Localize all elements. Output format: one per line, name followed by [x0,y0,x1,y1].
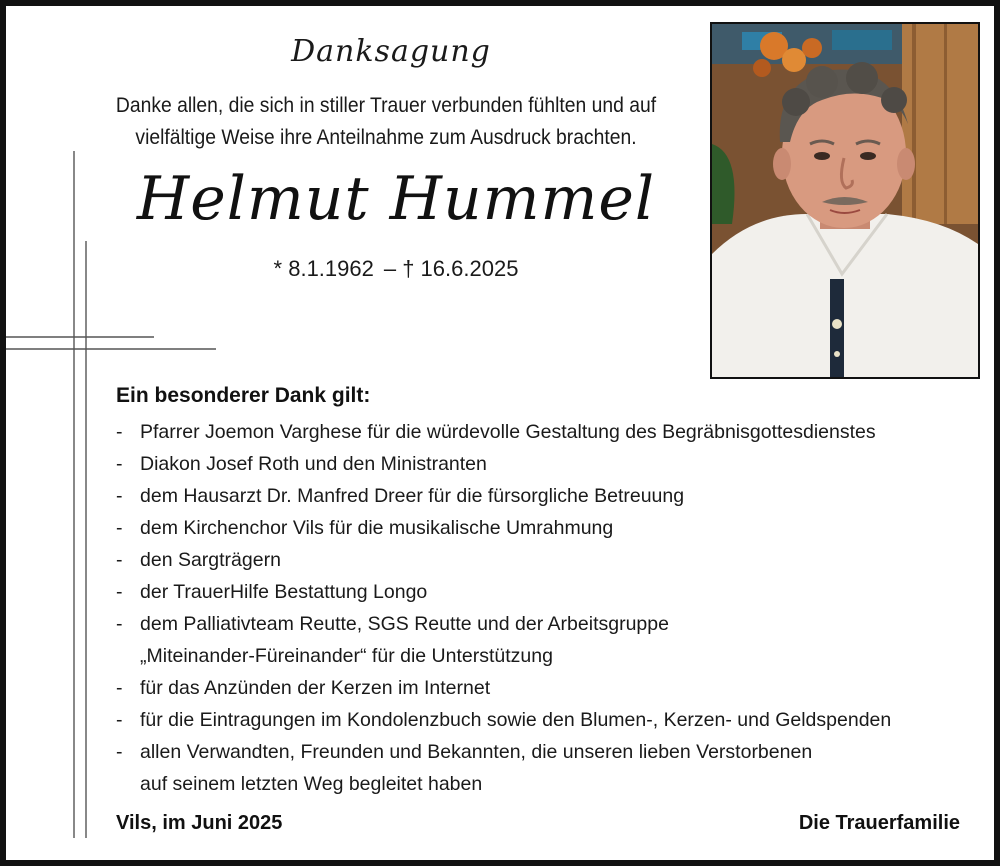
list-item-text: für die Eintragungen im Kondolenzbuch sowie den Blumen-, Kerzen- und Geldspenden [140,709,892,731]
dash: - [116,613,123,635]
place-date: Vils, im Juni 2025 [116,812,283,834]
list-item-text: dem Kirchenchor Vils für die musikalische Umrahmung [140,517,614,539]
list-item-line: „Miteinander-Füreinander“ für die Unterstützung [140,645,553,667]
heading: Danksagung [291,34,491,69]
deceased-name: Helmut Hummel [136,164,656,234]
dash: - [116,709,123,731]
signature: Die Trauerfamilie [798,812,960,834]
thanks-text [101,90,671,154]
list-item [116,608,976,672]
list-item [116,448,976,480]
list-item-text: dem Hausarzt Dr. Manfred Dreer für die fürsorgliche Betreuung [140,485,685,507]
list-item [116,512,976,544]
list-item-text [140,608,669,672]
list-item [116,416,976,448]
list-item-line: auf seinem letzten Weg begleitet haben [140,773,483,795]
list-item [116,480,976,512]
dash: - [116,453,123,475]
dash: - [116,677,123,699]
list-item [116,704,976,736]
list-item-text: den Sargträgern [140,549,281,571]
list-item-line: allen Verwandten, Freunden und Bekannten, die unseren lieben Verstorbenen [140,741,813,763]
thanks-line: Danke allen, die sich in stiller Trauer verbunden fühlten und auf [115,94,657,117]
dash: - [116,549,123,571]
list-item-text [140,736,812,800]
dash: - [116,741,123,763]
section-title: Ein besonderer Dank gilt: [116,384,371,407]
list-item [116,544,976,576]
dash: - [116,485,123,507]
life-dates [256,256,536,282]
list-item-text: Pfarrer Joemon Varghese für die würdevolle Gestaltung des Begräbnisgottesdienstes [140,421,876,443]
list-item [116,736,976,800]
list-item-text: der TrauerHilfe Bestattung Longo [140,581,428,603]
list-item [116,672,976,704]
list-item-text: für das Anzünden der Kerzen im Internet [140,677,491,699]
dash: - [116,517,123,539]
dash: - [116,581,123,603]
dash: - [116,421,123,443]
birth-date: * 8.1.1962 [273,256,374,281]
thanks-list [116,416,976,800]
death-date: – † 16.6.2025 [383,256,519,281]
list-item-text: Diakon Josef Roth und den Ministranten [140,453,487,475]
list-item [116,576,976,608]
list-item-line: dem Palliativteam Reutte, SGS Reutte und der Arbeitsgruppe [140,613,669,635]
portrait-photo [710,22,980,379]
thanks-line: vielfältige Weise ihre Anteilnahme zum Ausdruck brachten. [135,126,637,149]
